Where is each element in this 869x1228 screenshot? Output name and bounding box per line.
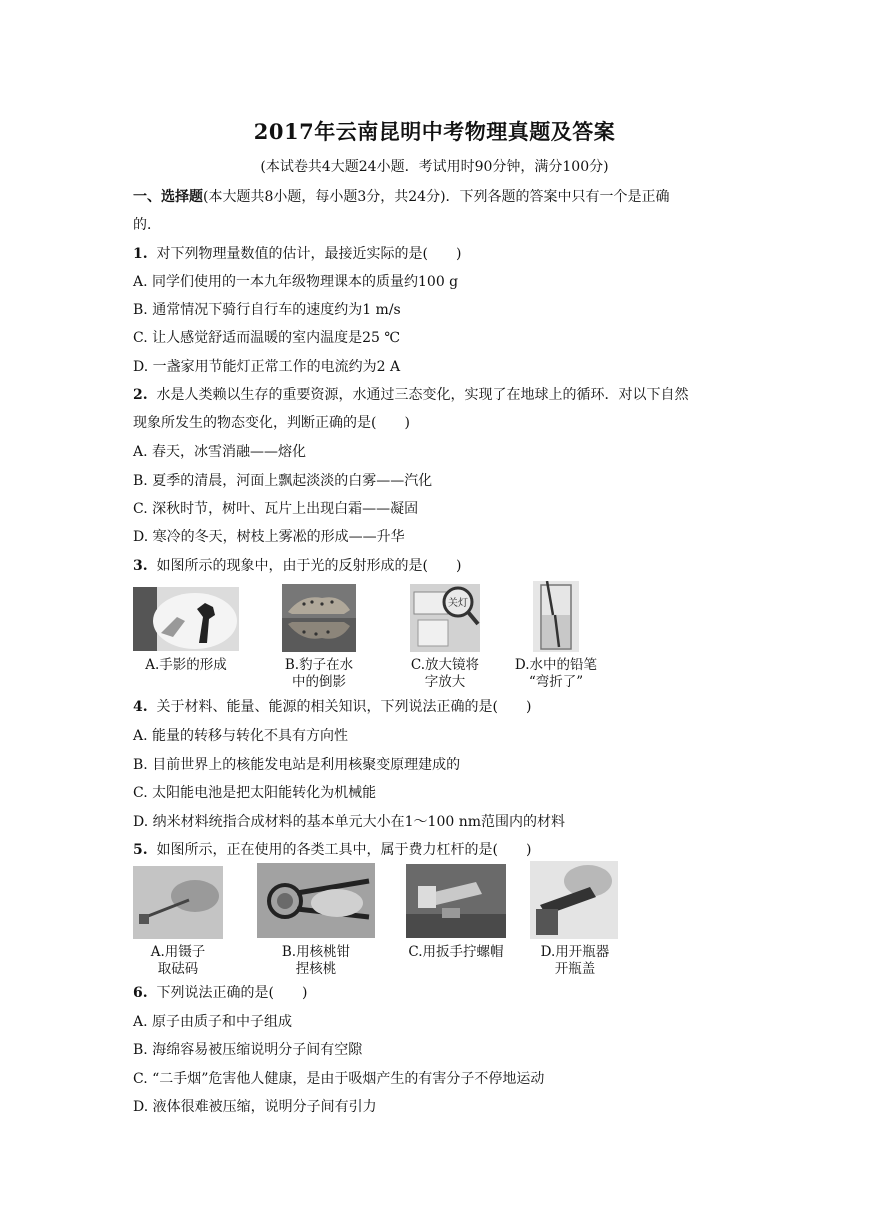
question-3 xyxy=(133,555,461,575)
caption-line: D.水中的铅笔 xyxy=(514,657,598,673)
figure-caption-d xyxy=(525,944,625,978)
figure-caption-d xyxy=(506,657,606,691)
caption-line: 捏核桃 xyxy=(295,961,337,977)
question-2 xyxy=(133,384,689,404)
hand-shadow-illustration xyxy=(133,587,239,651)
hand-shadow-photo xyxy=(133,587,239,651)
option-d: D. 液体很难被压缩，说明分子间有引力 xyxy=(133,1099,377,1115)
nutcracker-photo xyxy=(257,863,375,938)
option-a: A. 原子由质子和中子组成 xyxy=(133,1014,293,1030)
question-number: 2. xyxy=(133,387,148,403)
wrench-illustration xyxy=(406,864,506,938)
option-a: A. 能量的转移与转化不具有方向性 xyxy=(133,728,349,744)
question-5 xyxy=(133,839,531,859)
question-number: 5. xyxy=(133,842,148,858)
caption-line: 字放大 xyxy=(424,674,466,690)
section-title: 一、选择题 xyxy=(133,189,203,205)
caption-line: C.用扳手拧螺帽 xyxy=(408,944,504,960)
question-stem: 如图所示的现象中，由于光的反射形成的是( ) xyxy=(156,558,462,574)
figure-caption-b xyxy=(266,944,366,978)
option-c: C. 让人感觉舒适而温暖的室内温度是25 ℃ xyxy=(133,330,401,346)
option-c: C. “二手烟”危害他人健康，是由于吸烟产生的有害分子不停地运动 xyxy=(133,1071,545,1087)
caption-line: 开瓶盖 xyxy=(554,961,596,977)
caption-line: A.手影的形成 xyxy=(145,657,227,673)
section-heading xyxy=(133,186,670,206)
pencil-in-water-photo xyxy=(533,581,579,652)
magnifier-photo xyxy=(410,584,480,652)
caption-line: B.用核桃钳 xyxy=(281,944,351,960)
caption-line: C.放大镜将 xyxy=(410,657,480,673)
question-stem: 如图所示，正在使用的各类工具中，属于费力杠杆的是( ) xyxy=(156,842,532,858)
figure-caption-c xyxy=(400,657,490,691)
question-stem: 水是人类赖以生存的重要资源，水通过三态变化，实现了在地球上的循环．对以下自然 xyxy=(156,387,689,403)
option-b: B. 目前世界上的核能发电站是利用核聚变原理建成的 xyxy=(133,757,461,773)
bottle-opener-illustration xyxy=(530,861,618,939)
option-a: A. 同学们使用的一本九年级物理课本的质量约100 g xyxy=(133,274,459,290)
question-stem: 对下列物理量数值的估计，最接近实际的是( ) xyxy=(156,246,462,262)
option-d: D. 纳米材料统指合成材料的基本单元大小在1～100 nm范围内的材料 xyxy=(133,814,565,830)
leopard-reflection-photo xyxy=(282,584,356,652)
question-number: 6. xyxy=(133,985,148,1001)
magnified-sign-text: 关灯 xyxy=(448,598,468,609)
figure-caption-a xyxy=(133,657,239,674)
question-stem: 下列说法正确的是( ) xyxy=(156,985,308,1001)
question-number: 3. xyxy=(133,558,148,574)
caption-line: “弯折了” xyxy=(528,674,584,690)
nutcracker-illustration xyxy=(257,863,375,938)
wrench-photo xyxy=(406,864,506,938)
page-subtitle: (本试卷共4大题24小题．考试用时90分钟，满分100分) xyxy=(260,159,609,175)
caption-line: D.用开瓶器 xyxy=(540,944,610,960)
option-d: D. 一盏家用节能灯正常工作的电流约为2 A xyxy=(133,359,401,375)
magnifier-illustration xyxy=(410,584,480,652)
caption-line: A.用镊子 xyxy=(150,944,206,960)
question-number: 4. xyxy=(133,699,148,715)
option-b: B. 通常情况下骑行自行车的速度约为1 m/s xyxy=(133,302,401,318)
option-b: B. 海绵容易被压缩说明分子间有空隙 xyxy=(133,1042,363,1058)
figure-caption-c xyxy=(398,944,514,961)
caption-line: 取砝码 xyxy=(157,961,199,977)
figure-caption-a xyxy=(128,944,228,978)
option-c: C. 太阳能电池是把太阳能转化为机械能 xyxy=(133,785,377,801)
question-stem: 关于材料、能量、能源的相关知识，下列说法正确的是( ) xyxy=(156,699,532,715)
leopard-reflection-illustration xyxy=(282,584,356,652)
pencil-in-water-illustration xyxy=(533,581,579,652)
section-desc: (本大题共8小题，每小题3分，共24分)．下列各题的答案中只有一个是正确 xyxy=(203,189,670,205)
bottle-opener-photo xyxy=(530,861,618,939)
page-title: 2017年云南昆明中考物理真题及答案 xyxy=(253,119,616,144)
question-4 xyxy=(133,696,531,716)
question-1 xyxy=(133,243,461,263)
section-desc-cont: 的． xyxy=(133,217,161,233)
option-a: A. 春天，冰雪消融——熔化 xyxy=(133,444,307,460)
caption-line: 中的倒影 xyxy=(292,674,346,690)
question-6 xyxy=(133,982,307,1002)
option-b: B. 夏季的清晨，河面上飘起淡淡的白雾——汽化 xyxy=(133,473,433,489)
question-stem-cont: 现象所发生的物态变化，判断正确的是( ) xyxy=(133,415,410,431)
tweezers-illustration xyxy=(133,866,223,939)
question-number: 1. xyxy=(133,246,148,262)
tweezers-photo xyxy=(133,866,223,939)
option-c: C. 深秋时节，树叶、瓦片上出现白霜——凝固 xyxy=(133,501,419,517)
figure-caption-b xyxy=(274,657,364,691)
option-d: D. 寒冷的冬天，树枝上雾凇的形成——升华 xyxy=(133,529,405,545)
caption-line: B.豹子在水 xyxy=(284,657,354,673)
